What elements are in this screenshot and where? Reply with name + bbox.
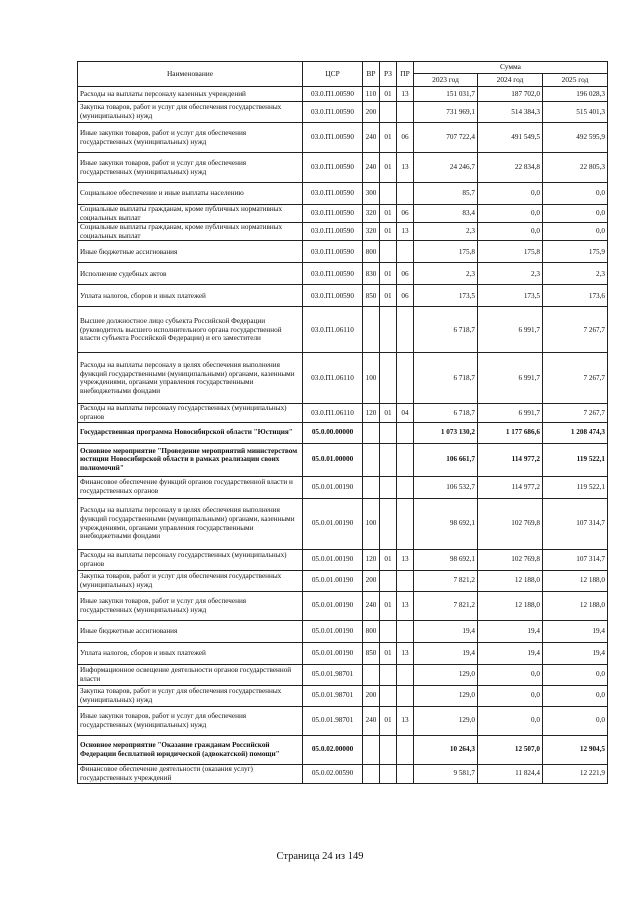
row-csr: 05.0.01.00190 — [303, 642, 363, 664]
row-name: Исполнение судебных актов — [78, 263, 303, 285]
row-rz: 01 — [380, 205, 397, 223]
row-sum-2023: 98 692,1 — [414, 549, 478, 570]
row-rz: 01 — [380, 642, 397, 664]
row-name: Закупка товаров, работ и услуг для обеспечения государственных (муниципальных) нужд — [78, 570, 303, 591]
row-sum-2023: 173,5 — [414, 285, 478, 307]
row-sum-2025: 19,4 — [543, 620, 608, 642]
row-vr: 110 — [363, 87, 380, 102]
row-sum-2024: 102 769,8 — [478, 549, 543, 570]
header-vr: ВР — [363, 62, 380, 87]
row-csr: 03.0.П1.00590 — [303, 87, 363, 102]
row-pr: 06 — [397, 285, 414, 307]
row-sum-2025: 107 314,7 — [543, 498, 608, 549]
row-name: Расходы на выплаты персоналу государственных (муниципальных) органов — [78, 549, 303, 570]
row-sum-2025: 196 028,3 — [543, 87, 608, 102]
row-pr: 13 — [397, 549, 414, 570]
row-name: Закупка товаров, работ и услуг для обеспечения государственных (муниципальных) нужд — [78, 102, 303, 123]
row-pr — [397, 498, 414, 549]
row-name: Уплата налогов, сборов и иных платежей — [78, 642, 303, 664]
table-row — [78, 404, 608, 422]
row-sum-2025: 19,4 — [543, 642, 608, 664]
row-sum-2024: 19,4 — [478, 620, 543, 642]
row-pr — [397, 476, 414, 498]
row-name: Информационное освещение деятельности органов государственной власти — [78, 664, 303, 685]
row-vr: 120 — [363, 404, 380, 422]
row-sum-2024: 0,0 — [478, 706, 543, 735]
row-sum-2023: 85,7 — [414, 183, 478, 205]
table-row — [78, 353, 608, 404]
row-rz — [380, 183, 397, 205]
row-name: Основное мероприятие "Оказание гражданам Российской Федерации бесплатной юридической (адвокатской) помощи" — [78, 735, 303, 764]
row-pr — [397, 664, 414, 685]
row-sum-2024: 0,0 — [478, 685, 543, 706]
row-pr: 13 — [397, 642, 414, 664]
row-sum-2023: 129,0 — [414, 685, 478, 706]
row-sum-2023: 707 722,4 — [414, 123, 478, 153]
row-csr: 03.0.П1.06110 — [303, 353, 363, 404]
row-pr — [397, 102, 414, 123]
row-vr: 200 — [363, 102, 380, 123]
row-vr: 300 — [363, 183, 380, 205]
row-sum-2024: 22 834,8 — [478, 153, 543, 183]
row-rz: 01 — [380, 123, 397, 153]
row-sum-2023: 6 718,7 — [414, 353, 478, 404]
row-rz — [380, 735, 397, 764]
row-sum-2023: 7 821,2 — [414, 591, 478, 620]
row-vr: 320 — [363, 205, 380, 223]
row-name: Иные закупки товаров, работ и услуг для обеспечения государственных (муниципальных) нужд — [78, 591, 303, 620]
row-sum-2023: 106 661,7 — [414, 443, 478, 476]
row-sum-2024: 187 702,0 — [478, 87, 543, 102]
row-sum-2025: 2,3 — [543, 263, 608, 285]
row-vr: 830 — [363, 263, 380, 285]
row-name: Социальные выплаты гражданам, кроме публичных нормативных социальных выплат — [78, 205, 303, 223]
row-sum-2023: 129,0 — [414, 664, 478, 685]
row-sum-2024: 491 549,5 — [478, 123, 543, 153]
header-sum: Сумма — [414, 62, 608, 74]
row-pr — [397, 307, 414, 353]
row-sum-2024: 12 188,0 — [478, 570, 543, 591]
row-vr: 800 — [363, 620, 380, 642]
row-rz — [380, 353, 397, 404]
row-vr — [363, 422, 380, 443]
row-vr — [363, 764, 380, 783]
table-row — [78, 591, 608, 620]
row-csr: 03.0.П1.00590 — [303, 263, 363, 285]
row-rz — [380, 685, 397, 706]
table-row — [78, 706, 608, 735]
row-rz — [380, 307, 397, 353]
row-rz: 01 — [380, 591, 397, 620]
row-sum-2024: 114 977,2 — [478, 476, 543, 498]
row-sum-2024: 0,0 — [478, 223, 543, 241]
table-row — [78, 664, 608, 685]
row-sum-2024: 2,3 — [478, 263, 543, 285]
table-row — [78, 285, 608, 307]
table-row — [78, 183, 608, 205]
row-sum-2023: 175,8 — [414, 241, 478, 263]
row-sum-2024: 0,0 — [478, 205, 543, 223]
row-sum-2025: 12 188,0 — [543, 570, 608, 591]
row-rz — [380, 422, 397, 443]
row-name: Основное мероприятие "Проведение мероприятий министерством юстиции Новосибирской области в рамках реализации своих полномочий" — [78, 443, 303, 476]
row-sum-2025: 107 314,7 — [543, 549, 608, 570]
row-sum-2024: 11 824,4 — [478, 764, 543, 783]
row-pr — [397, 443, 414, 476]
row-sum-2024: 514 384,3 — [478, 102, 543, 123]
row-csr: 03.0.П1.00590 — [303, 123, 363, 153]
row-rz: 01 — [380, 223, 397, 241]
row-sum-2024: 114 977,2 — [478, 443, 543, 476]
row-name: Социальные выплаты гражданам, кроме публичных нормативных социальных выплат — [78, 223, 303, 241]
row-rz — [380, 443, 397, 476]
row-csr: 03.0.П1.00590 — [303, 241, 363, 263]
row-rz — [380, 476, 397, 498]
row-csr: 05.0.02.00000 — [303, 735, 363, 764]
row-pr — [397, 735, 414, 764]
row-sum-2023: 9 581,7 — [414, 764, 478, 783]
row-name: Финансовое обеспечение функций органов государственной власти и государственных органов — [78, 476, 303, 498]
row-rz: 01 — [380, 153, 397, 183]
row-csr: 03.0.П1.06110 — [303, 404, 363, 422]
row-rz — [380, 498, 397, 549]
row-vr — [363, 476, 380, 498]
row-sum-2023: 731 969,1 — [414, 102, 478, 123]
row-vr: 200 — [363, 685, 380, 706]
row-pr — [397, 685, 414, 706]
row-vr: 120 — [363, 549, 380, 570]
row-sum-2023: 1 073 130,2 — [414, 422, 478, 443]
header-name: Наименование — [78, 62, 303, 87]
row-sum-2024: 0,0 — [478, 664, 543, 685]
row-sum-2023: 2,3 — [414, 223, 478, 241]
row-vr — [363, 735, 380, 764]
row-vr: 320 — [363, 223, 380, 241]
row-sum-2024: 175,8 — [478, 241, 543, 263]
row-pr — [397, 422, 414, 443]
row-pr — [397, 353, 414, 404]
row-csr: 05.0.01.98701 — [303, 664, 363, 685]
row-rz — [380, 570, 397, 591]
row-name: Государственная программа Новосибирской области "Юстиция" — [78, 422, 303, 443]
row-name: Расходы на выплаты персоналу казенных учреждений — [78, 87, 303, 102]
table-row — [78, 153, 608, 183]
row-sum-2025: 119 522,1 — [543, 443, 608, 476]
header-year-2025: 2025 год — [543, 74, 608, 87]
table-row — [78, 123, 608, 153]
row-name: Иные закупки товаров, работ и услуг для обеспечения государственных (муниципальных) нужд — [78, 123, 303, 153]
row-csr: 05.0.01.98701 — [303, 685, 363, 706]
row-rz — [380, 102, 397, 123]
row-sum-2024: 0,0 — [478, 183, 543, 205]
row-vr: 850 — [363, 642, 380, 664]
row-sum-2025: 0,0 — [543, 664, 608, 685]
row-csr: 05.0.01.00190 — [303, 591, 363, 620]
row-name: Расходы на выплаты персоналу в целях обеспечения выполнения функций государственными (муниципальными) органами, казенными учреждениями, органами управления государственными внебюджетными фондами — [78, 353, 303, 404]
row-sum-2025: 0,0 — [543, 223, 608, 241]
row-rz: 01 — [380, 87, 397, 102]
table-row — [78, 685, 608, 706]
row-sum-2025: 173,6 — [543, 285, 608, 307]
table-row — [78, 476, 608, 498]
row-vr — [363, 664, 380, 685]
row-name: Иные закупки товаров, работ и услуг для обеспечения государственных (муниципальных) нужд — [78, 706, 303, 735]
row-sum-2024: 1 177 686,6 — [478, 422, 543, 443]
row-sum-2024: 12 507,0 — [478, 735, 543, 764]
table-header — [78, 62, 608, 87]
row-sum-2023: 83,4 — [414, 205, 478, 223]
row-name: Высшее должностное лицо субъекта Российской Федерации (руководитель высшего исполнительного органа государственной власти субъекта Российской Федерации) и его заместители — [78, 307, 303, 353]
row-csr: 05.0.01.00190 — [303, 476, 363, 498]
row-csr: 05.0.00.00000 — [303, 422, 363, 443]
table-row — [78, 422, 608, 443]
row-vr: 240 — [363, 706, 380, 735]
row-csr: 05.0.01.00000 — [303, 443, 363, 476]
header-pr: ПР — [397, 62, 414, 87]
row-sum-2025: 22 805,3 — [543, 153, 608, 183]
row-vr: 800 — [363, 241, 380, 263]
table-row — [78, 549, 608, 570]
row-name: Уплата налогов, сборов и иных платежей — [78, 285, 303, 307]
row-pr — [397, 241, 414, 263]
row-rz: 01 — [380, 263, 397, 285]
row-sum-2025: 7 267,7 — [543, 353, 608, 404]
row-csr: 03.0.П1.00590 — [303, 153, 363, 183]
table-row — [78, 263, 608, 285]
row-name: Социальное обеспечение и иные выплаты населению — [78, 183, 303, 205]
row-sum-2023: 98 692,1 — [414, 498, 478, 549]
row-csr: 05.0.01.00190 — [303, 549, 363, 570]
table-row — [78, 570, 608, 591]
row-rz — [380, 241, 397, 263]
row-name: Иные бюджетные ассигнования — [78, 620, 303, 642]
row-sum-2023: 19,4 — [414, 620, 478, 642]
page-number: Страница 24 из 149 — [276, 851, 364, 862]
table-row — [78, 764, 608, 783]
header-year-2023: 2023 год — [414, 74, 478, 87]
row-sum-2025: 175,9 — [543, 241, 608, 263]
row-sum-2023: 6 718,7 — [414, 307, 478, 353]
row-sum-2023: 7 821,2 — [414, 570, 478, 591]
row-pr — [397, 620, 414, 642]
row-sum-2025: 12 188,0 — [543, 591, 608, 620]
row-sum-2025: 515 401,3 — [543, 102, 608, 123]
row-sum-2025: 119 522,1 — [543, 476, 608, 498]
row-name: Расходы на выплаты персоналу в целях обеспечения выполнения функций государственными (муниципальными) органами, казенными учреждениями, органами управления государственными внебюджетными фондами — [78, 498, 303, 549]
row-sum-2023: 19,4 — [414, 642, 478, 664]
header-year-2024: 2024 год — [478, 74, 543, 87]
row-sum-2023: 2,3 — [414, 263, 478, 285]
row-name: Закупка товаров, работ и услуг для обеспечения государственных (муниципальных) нужд — [78, 685, 303, 706]
row-sum-2024: 12 188,0 — [478, 591, 543, 620]
row-vr: 240 — [363, 591, 380, 620]
row-pr: 13 — [397, 591, 414, 620]
row-sum-2023: 106 532,7 — [414, 476, 478, 498]
row-sum-2024: 6 991,7 — [478, 353, 543, 404]
row-vr: 200 — [363, 570, 380, 591]
row-csr: 03.0.П1.06110 — [303, 307, 363, 353]
table-row — [78, 735, 608, 764]
row-rz — [380, 664, 397, 685]
row-sum-2025: 0,0 — [543, 685, 608, 706]
table-body — [78, 87, 608, 784]
table-row — [78, 205, 608, 223]
row-sum-2025: 0,0 — [543, 205, 608, 223]
row-csr: 05.0.01.00190 — [303, 570, 363, 591]
row-sum-2024: 173,5 — [478, 285, 543, 307]
row-csr: 03.0.П1.00590 — [303, 285, 363, 307]
table-row — [78, 102, 608, 123]
row-sum-2025: 1 208 474,3 — [543, 422, 608, 443]
row-sum-2025: 12 221,9 — [543, 764, 608, 783]
table-row — [78, 642, 608, 664]
row-csr: 05.0.01.00190 — [303, 498, 363, 549]
table-row — [78, 498, 608, 549]
row-csr: 03.0.П1.00590 — [303, 102, 363, 123]
table-row — [78, 241, 608, 263]
row-sum-2023: 151 031,7 — [414, 87, 478, 102]
row-sum-2025: 7 267,7 — [543, 307, 608, 353]
row-name: Иные закупки товаров, работ и услуг для обеспечения государственных (муниципальных) нужд — [78, 153, 303, 183]
row-pr: 13 — [397, 706, 414, 735]
row-vr: 100 — [363, 353, 380, 404]
row-sum-2025: 0,0 — [543, 183, 608, 205]
row-pr: 06 — [397, 263, 414, 285]
row-pr: 13 — [397, 153, 414, 183]
row-vr: 240 — [363, 123, 380, 153]
row-csr: 03.0.П1.00590 — [303, 205, 363, 223]
row-pr: 04 — [397, 404, 414, 422]
row-sum-2025: 12 904,5 — [543, 735, 608, 764]
row-csr: 05.0.01.98701 — [303, 706, 363, 735]
row-sum-2024: 102 769,8 — [478, 498, 543, 549]
row-sum-2025: 0,0 — [543, 706, 608, 735]
row-name: Расходы на выплаты персоналу государственных (муниципальных) органов — [78, 404, 303, 422]
row-vr: 850 — [363, 285, 380, 307]
table-row — [78, 307, 608, 353]
row-vr — [363, 307, 380, 353]
row-rz: 01 — [380, 404, 397, 422]
row-csr: 03.0.П1.00590 — [303, 223, 363, 241]
row-rz: 01 — [380, 549, 397, 570]
table-row — [78, 620, 608, 642]
row-csr: 05.0.02.00590 — [303, 764, 363, 783]
row-rz — [380, 764, 397, 783]
row-vr: 100 — [363, 498, 380, 549]
row-pr: 06 — [397, 205, 414, 223]
row-sum-2023: 10 264,3 — [414, 735, 478, 764]
row-sum-2023: 24 246,7 — [414, 153, 478, 183]
row-pr — [397, 183, 414, 205]
row-pr — [397, 570, 414, 591]
row-pr — [397, 764, 414, 783]
row-rz: 01 — [380, 706, 397, 735]
row-csr: 05.0.01.00190 — [303, 620, 363, 642]
row-sum-2024: 6 991,7 — [478, 307, 543, 353]
row-sum-2023: 6 718,7 — [414, 404, 478, 422]
row-rz: 01 — [380, 285, 397, 307]
row-sum-2024: 19,4 — [478, 642, 543, 664]
row-csr: 03.0.П1.00590 — [303, 183, 363, 205]
table-row — [78, 443, 608, 476]
header-rz: РЗ — [380, 62, 397, 87]
table-row — [78, 223, 608, 241]
row-sum-2024: 6 991,7 — [478, 404, 543, 422]
header-csr: ЦСР — [303, 62, 363, 87]
table-row — [78, 87, 608, 102]
row-pr: 13 — [397, 87, 414, 102]
budget-table — [77, 61, 608, 784]
row-sum-2025: 7 267,7 — [543, 404, 608, 422]
row-name: Финансовое обеспечение деятельности (оказания услуг) государственных учреждений — [78, 764, 303, 783]
row-sum-2023: 129,0 — [414, 706, 478, 735]
row-sum-2025: 492 595,9 — [543, 123, 608, 153]
row-vr — [363, 443, 380, 476]
row-vr: 240 — [363, 153, 380, 183]
row-pr: 06 — [397, 123, 414, 153]
row-pr: 13 — [397, 223, 414, 241]
row-name: Иные бюджетные ассигнования — [78, 241, 303, 263]
row-rz — [380, 620, 397, 642]
